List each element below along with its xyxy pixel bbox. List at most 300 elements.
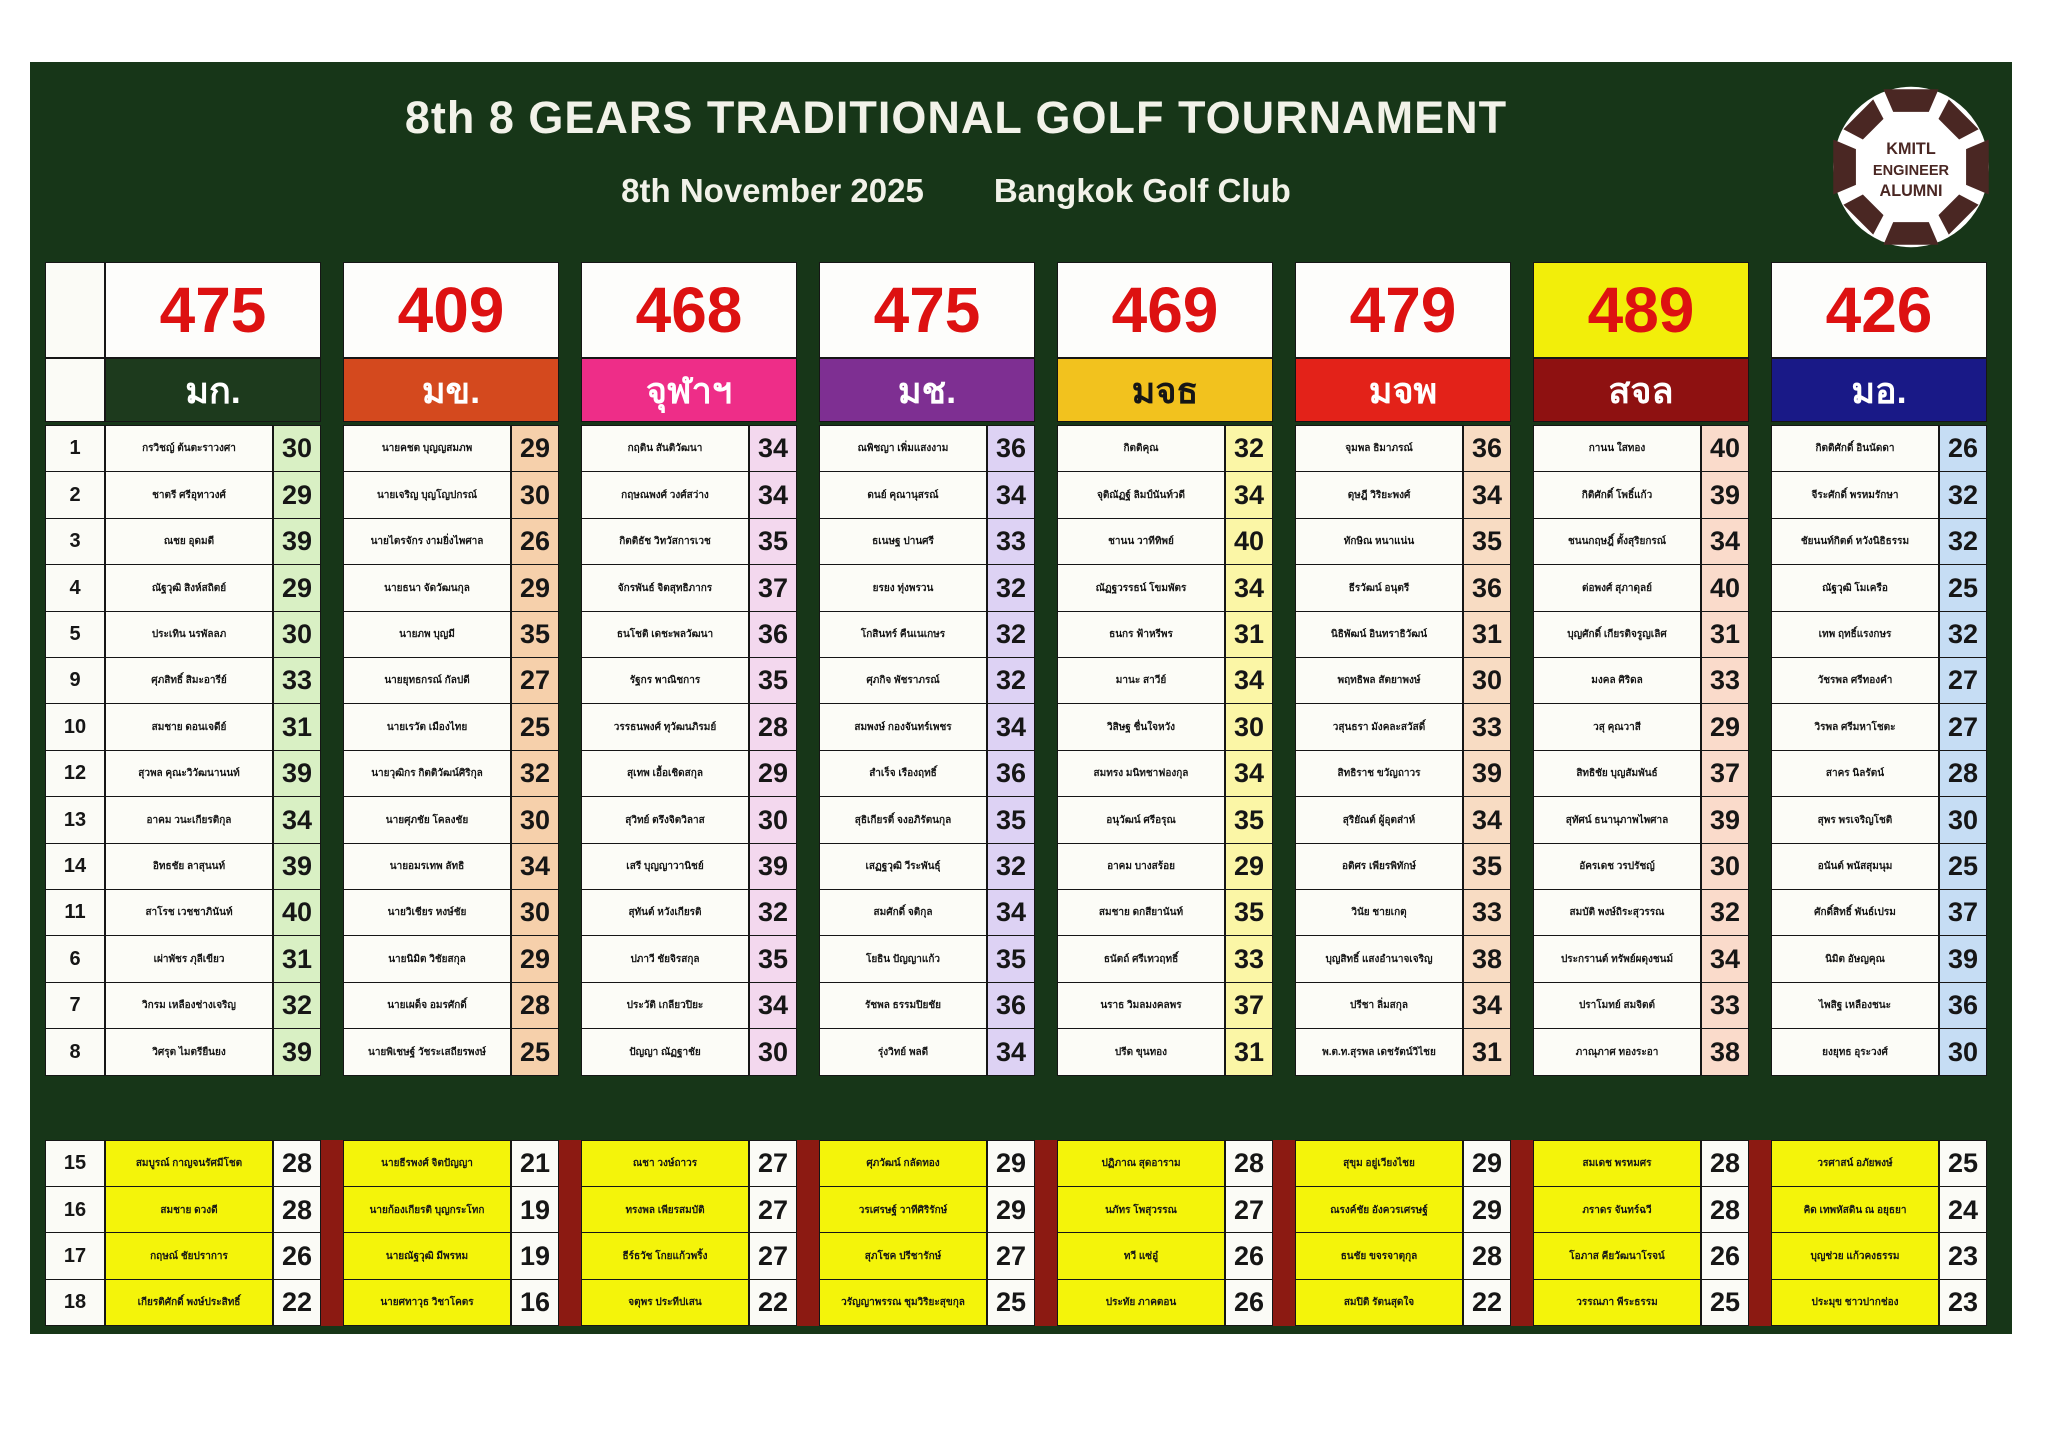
player-name-cell: นายเผด็จ อมรศักดิ์ [343, 982, 511, 1030]
player-name-cell: กฤติน สันติวัฒนา [581, 425, 749, 473]
reserve-player-score-cell: 19 [511, 1186, 559, 1234]
row-number-cell: 11 [45, 889, 105, 937]
reserve-player-score-cell: 24 [1939, 1186, 1987, 1234]
reserve-player-score-cell: 29 [987, 1186, 1035, 1234]
player-name-cell: นายเรวัต เมืองไทย [343, 703, 511, 751]
player-name-cell: บุญสิทธิ์ แสงอำนาจเจริญ [1295, 935, 1463, 983]
player-score-cell: 25 [1939, 564, 1987, 612]
player-score-cell: 30 [511, 889, 559, 937]
player-score-cell: 33 [1463, 889, 1511, 937]
player-score-cell: 31 [273, 703, 321, 751]
player-score-cell: 35 [1463, 518, 1511, 566]
player-score-cell: 32 [987, 657, 1035, 705]
reserve-player-name-cell: นภัทร โพสุวรรณ [1057, 1186, 1225, 1234]
row-number-cell: 12 [45, 750, 105, 798]
row-number-cell: 10 [45, 703, 105, 751]
reserve-player-score-cell: 23 [1939, 1232, 1987, 1280]
player-name-cell: ธนโชติ เดชะพลวัฒนา [581, 611, 749, 659]
player-score-cell: 35 [1463, 843, 1511, 891]
player-score-cell: 35 [749, 518, 797, 566]
player-score-cell: 40 [273, 889, 321, 937]
player-name-cell: สุทัศน์ ธนานุภาพไพศาล [1533, 796, 1701, 844]
reserve-player-score-cell: 25 [1939, 1140, 1987, 1188]
player-score-cell: 34 [749, 982, 797, 1030]
player-name-cell: ทักษิณ หนาแน่น [1295, 518, 1463, 566]
player-score-cell: 31 [1463, 1028, 1511, 1076]
team-separator [321, 1140, 343, 1326]
team-total: 489 [1533, 262, 1749, 358]
player-name-cell: อาคม วนะเกียรติกุล [105, 796, 273, 844]
reserve-player-score-cell: 16 [511, 1279, 559, 1327]
player-name-cell: ประวัติ เกลียวปิยะ [581, 982, 749, 1030]
reserve-player-name-cell: สมเดช พรหมศร [1533, 1140, 1701, 1188]
player-score-cell: 26 [511, 518, 559, 566]
player-score-cell: 34 [1701, 935, 1749, 983]
player-name-cell: อนันต์ พนัสสุมนุม [1771, 843, 1939, 891]
reserve-player-name-cell: โอภาส คียวัฒนาโรจน์ [1533, 1232, 1701, 1280]
player-name-cell: สุธิเกียรติ์ จงอภิรัตนกุล [819, 796, 987, 844]
player-score-cell: 31 [1225, 1028, 1273, 1076]
row-number-cell: 8 [45, 1028, 105, 1076]
player-name-cell: สมพงษ์ กองจันทร์เพชร [819, 703, 987, 751]
player-name-cell: รุ่งวิทย์ พลดี [819, 1028, 987, 1076]
reserve-player-name-cell: นายธีรพงศ์ จิตปัญญา [343, 1140, 511, 1188]
reserve-player-name-cell: ณชา วงษ์ถาวร [581, 1140, 749, 1188]
row-number-cell: 16 [45, 1186, 105, 1234]
player-score-cell: 33 [1225, 935, 1273, 983]
player-name-cell: วสุนธรา มังคละสวัสดิ์ [1295, 703, 1463, 751]
reserve-player-score-cell: 22 [273, 1279, 321, 1327]
team-total: 475 [105, 262, 321, 358]
player-score-cell: 36 [987, 750, 1035, 798]
reserve-player-score-cell: 26 [1225, 1232, 1273, 1280]
team-name-header: มช. [819, 358, 1035, 422]
row-number-cell: 5 [45, 611, 105, 659]
player-score-cell: 28 [749, 703, 797, 751]
reserve-player-name-cell: ธนชัย ขจรจาตุกุล [1295, 1232, 1463, 1280]
player-score-cell: 37 [1225, 982, 1273, 1030]
player-score-cell: 32 [987, 843, 1035, 891]
player-name-cell: กิตติคุณ [1057, 425, 1225, 473]
reserve-player-name-cell: เกียรติศักดิ์ พงษ์ประสิทธิ์ [105, 1279, 273, 1327]
reserve-player-score-cell: 28 [1225, 1140, 1273, 1188]
team-total: 479 [1295, 262, 1511, 358]
player-name-cell: ศักดิ์สิทธิ์ พันธ์เปรม [1771, 889, 1939, 937]
player-name-cell: นายวุฒิกร กิตติวัฒน์ศิริกุล [343, 750, 511, 798]
player-name-cell: นายเจริญ บุญโญปกรณ์ [343, 471, 511, 519]
player-score-cell: 35 [749, 935, 797, 983]
reserve-player-name-cell: วรัญญาพรรณ ชุมวิริยะสุขกุล [819, 1279, 987, 1327]
player-score-cell: 37 [749, 564, 797, 612]
player-name-cell: ณชย อุดมดี [105, 518, 273, 566]
player-score-cell: 36 [749, 611, 797, 659]
player-score-cell: 30 [1701, 843, 1749, 891]
player-score-cell: 40 [1225, 518, 1273, 566]
player-score-cell: 39 [1701, 471, 1749, 519]
reserve-player-score-cell: 28 [273, 1140, 321, 1188]
player-name-cell: นายศุภชัย โคลงชัย [343, 796, 511, 844]
reserve-player-score-cell: 28 [1463, 1232, 1511, 1280]
team-name-header: สจล [1533, 358, 1749, 422]
player-name-cell: สาคร นิลรัตน์ [1771, 750, 1939, 798]
player-name-cell: สาโรช เวชชาภินันท์ [105, 889, 273, 937]
logo-line-2: ENGINEER [1872, 163, 1950, 180]
player-score-cell: 32 [1225, 425, 1273, 473]
player-score-cell: 39 [1463, 750, 1511, 798]
player-name-cell: สมบัติ พงษ์ถิระสุวรรณ [1533, 889, 1701, 937]
player-name-cell: นายธนา จัดวัฒนกุล [343, 564, 511, 612]
player-score-cell: 34 [1463, 982, 1511, 1030]
reserve-player-name-cell: วรรณภา พีระธรรม [1533, 1279, 1701, 1327]
player-name-cell: ยงยุทธ อุระวงศ์ [1771, 1028, 1939, 1076]
reserve-player-score-cell: 27 [1225, 1186, 1273, 1234]
player-name-cell: จักรพันธ์ จิตสุทธิภากร [581, 564, 749, 612]
player-name-cell: ชานน วาทีทิพย์ [1057, 518, 1225, 566]
player-score-cell: 32 [1939, 471, 1987, 519]
reserve-player-score-cell: 25 [1701, 1279, 1749, 1327]
player-name-cell: นายไตรจักร งามยิ่งไพศาล [343, 518, 511, 566]
reserve-player-score-cell: 29 [1463, 1186, 1511, 1234]
reserve-player-name-cell: ธีร์ธวัช โกยแก้วพริ้ง [581, 1232, 749, 1280]
player-name-cell: ชนนกฤษฎิ์ ตั้งสุริยกรณ์ [1533, 518, 1701, 566]
player-score-cell: 35 [1225, 889, 1273, 937]
reserve-player-name-cell: สมปิติ รัตนสุดใจ [1295, 1279, 1463, 1327]
team-total: 469 [1057, 262, 1273, 358]
player-score-cell: 39 [273, 518, 321, 566]
team-name-header: มก. [105, 358, 321, 422]
player-score-cell: 35 [1225, 796, 1273, 844]
player-name-cell: ชาตรี ศรีอุทาวงศ์ [105, 471, 273, 519]
player-name-cell: กรวิชญ์ ต้นตะราวงศา [105, 425, 273, 473]
player-score-cell: 34 [987, 471, 1035, 519]
player-name-cell: ปรีชา ลิ่มสกุล [1295, 982, 1463, 1030]
player-name-cell: วัชรพล ศรีทองคำ [1771, 657, 1939, 705]
team-separator [1035, 1140, 1057, 1326]
player-score-cell: 34 [273, 796, 321, 844]
player-name-cell: กิตติธัช วิทวัสการเวช [581, 518, 749, 566]
team-name-header: มอ. [1771, 358, 1987, 422]
player-name-cell: นายนิมิต วิชัยสกุล [343, 935, 511, 983]
team-separator [559, 1140, 581, 1326]
player-name-cell: นิธิพัฒน์ อินทราธิวัฒน์ [1295, 611, 1463, 659]
player-name-cell: สุริยัณต์ ผู้อุตส่าห์ [1295, 796, 1463, 844]
player-name-cell: ศุภสิทธิ์ สิมะอารีย์ [105, 657, 273, 705]
player-score-cell: 31 [1225, 611, 1273, 659]
player-score-cell: 30 [749, 796, 797, 844]
player-score-cell: 29 [749, 750, 797, 798]
player-score-cell: 37 [1701, 750, 1749, 798]
reserve-player-score-cell: 26 [1701, 1232, 1749, 1280]
player-name-cell: ศุภกิจ พัชราภรณ์ [819, 657, 987, 705]
player-score-cell: 39 [749, 843, 797, 891]
player-score-cell: 29 [1225, 843, 1273, 891]
player-name-cell: ธเนษฐ ปานศรี [819, 518, 987, 566]
player-score-cell: 30 [511, 471, 559, 519]
row-number-cell: 18 [45, 1279, 105, 1327]
player-name-cell: โกสินทร์ คืนเนเกษร [819, 611, 987, 659]
player-score-cell: 30 [273, 425, 321, 473]
player-name-cell: สมศักดิ์ จติกุล [819, 889, 987, 937]
player-score-cell: 36 [1463, 425, 1511, 473]
player-score-cell: 29 [273, 564, 321, 612]
reserve-player-score-cell: 19 [511, 1232, 559, 1280]
player-name-cell: ไพสิฐ เหลืองชนะ [1771, 982, 1939, 1030]
player-name-cell: ธนัตถ์ ศรีเทวฤทธิ์ [1057, 935, 1225, 983]
player-score-cell: 25 [511, 703, 559, 751]
row-number-cell: 15 [45, 1140, 105, 1188]
player-name-cell: ปราโมทย์ สมจิตต์ [1533, 982, 1701, 1030]
team-name-header: มจธ [1057, 358, 1273, 422]
player-name-cell: ณัฐวุฒิ โมเครือ [1771, 564, 1939, 612]
reserve-player-name-cell: ทวี แซ่อู๋ [1057, 1232, 1225, 1280]
player-name-cell: จุติณัฏฐ์ ลิมป์นันท์วดี [1057, 471, 1225, 519]
reserve-player-name-cell: วรเศรษฐ์ วาทีศิริรักษ์ [819, 1186, 987, 1234]
player-name-cell: กานน ใสทอง [1533, 425, 1701, 473]
row-number-cell: 13 [45, 796, 105, 844]
player-score-cell: 29 [1701, 703, 1749, 751]
player-score-cell: 34 [987, 889, 1035, 937]
player-name-cell: วิสิษฐ ชื่นใจหวัง [1057, 703, 1225, 751]
player-score-cell: 27 [1939, 657, 1987, 705]
team-total: 475 [819, 262, 1035, 358]
player-name-cell: ปัญญา ณัฏฐาชัย [581, 1028, 749, 1076]
reserve-player-name-cell: นายศทาวุธ วิชาโคตร [343, 1279, 511, 1327]
tournament-title: 8th 8 GEARS TRADITIONAL GOLF TOURNAMENT [404, 92, 1508, 143]
reserve-player-score-cell: 26 [273, 1232, 321, 1280]
player-score-cell: 30 [1939, 1028, 1987, 1076]
player-name-cell: สุทันต์ หวังเกียรติ [581, 889, 749, 937]
reserve-player-name-cell: สุขุม อยู่เวียงไชย [1295, 1140, 1463, 1188]
reserve-player-name-cell: สุภโชค ปรีชารักษ์ [819, 1232, 987, 1280]
player-name-cell: โยธิน ปัญญาแก้ว [819, 935, 987, 983]
player-score-cell: 31 [1463, 611, 1511, 659]
reserve-player-name-cell: วรศาสน์ อภัยพงษ์ [1771, 1140, 1939, 1188]
player-score-cell: 38 [1701, 1028, 1749, 1076]
tournament-board [30, 62, 2012, 1334]
player-name-cell: ปรีด ขุนทอง [1057, 1028, 1225, 1076]
player-name-cell: วสุ คุณวาสี [1533, 703, 1701, 751]
player-score-cell: 40 [1701, 564, 1749, 612]
team-name-header: จุฬาฯ [581, 358, 797, 422]
reserve-player-score-cell: 28 [1701, 1186, 1749, 1234]
row-number-cell: 3 [45, 518, 105, 566]
reserve-player-name-cell: คิด เทพหัสดิน ณ อยุธยา [1771, 1186, 1939, 1234]
player-name-cell: นายอมรเทพ ลัทธิ [343, 843, 511, 891]
player-score-cell: 34 [987, 1028, 1035, 1076]
player-score-cell: 39 [273, 1028, 321, 1076]
player-score-cell: 33 [1701, 657, 1749, 705]
player-score-cell: 40 [1701, 425, 1749, 473]
reserve-player-name-cell: ทรงพล เพียรสมบัติ [581, 1186, 749, 1234]
player-score-cell: 32 [1939, 518, 1987, 566]
player-name-cell: ณัฐวุฒิ สิงห์สถิตย์ [105, 564, 273, 612]
player-name-cell: เสฏฐวุฒิ วีระพันธุ์ [819, 843, 987, 891]
player-name-cell: สมชาย ดกสียานันท์ [1057, 889, 1225, 937]
team-separator [1511, 1140, 1533, 1326]
player-score-cell: 36 [987, 982, 1035, 1030]
player-score-cell: 35 [987, 796, 1035, 844]
player-name-cell: ธีรวัฒน์ อนุตรี [1295, 564, 1463, 612]
player-name-cell: นายยุทธกรณ์ กัลปดี [343, 657, 511, 705]
player-score-cell: 30 [511, 796, 559, 844]
player-name-cell: เผ่าพัชร ภุลีเขียว [105, 935, 273, 983]
player-score-cell: 39 [1701, 796, 1749, 844]
player-name-cell: สุวิทย์ ตรึงจิตวิลาส [581, 796, 749, 844]
player-name-cell: ประเทิน นรพัลลภ [105, 611, 273, 659]
player-name-cell: สำเร็จ เรืองฤทธิ์ [819, 750, 987, 798]
reserve-player-name-cell: ประมุข ชาวปากช่อง [1771, 1279, 1939, 1327]
reserve-player-score-cell: 27 [749, 1140, 797, 1188]
player-name-cell: สุวพล คุณะวิวัฒนานนท์ [105, 750, 273, 798]
corner-cell [45, 262, 105, 358]
player-score-cell: 39 [273, 750, 321, 798]
player-score-cell: 31 [1701, 611, 1749, 659]
score-grid [30, 62, 2012, 1334]
player-score-cell: 34 [1225, 564, 1273, 612]
reserve-player-name-cell: ประทัย ภาคตอน [1057, 1279, 1225, 1327]
row-number-cell: 17 [45, 1232, 105, 1280]
player-score-cell: 30 [1939, 796, 1987, 844]
reserve-player-score-cell: 22 [1463, 1279, 1511, 1327]
team-total: 409 [343, 262, 559, 358]
player-score-cell: 39 [273, 843, 321, 891]
team-separator [1273, 1140, 1295, 1326]
player-name-cell: อติศร เพียรพิทักษ์ [1295, 843, 1463, 891]
player-name-cell: นิมิต อัษญคุณ [1771, 935, 1939, 983]
player-name-cell: สิทธิชัย บุญสัมพันธ์ [1533, 750, 1701, 798]
reserve-player-score-cell: 22 [749, 1279, 797, 1327]
player-name-cell: สุเทพ เอื้อเชิดสกุล [581, 750, 749, 798]
reserve-player-score-cell: 21 [511, 1140, 559, 1188]
player-score-cell: 26 [1939, 425, 1987, 473]
player-score-cell: 33 [987, 518, 1035, 566]
player-score-cell: 31 [273, 935, 321, 983]
player-name-cell: สมชาย ดอนเจดีย์ [105, 703, 273, 751]
player-name-cell: พ.ต.ท.สุรพล เดชรัตน์วิไชย [1295, 1028, 1463, 1076]
player-score-cell: 32 [1939, 611, 1987, 659]
player-score-cell: 30 [1225, 703, 1273, 751]
player-name-cell: พฤทธิพล สัตยาพงษ์ [1295, 657, 1463, 705]
team-total: 468 [581, 262, 797, 358]
row-number-cell: 4 [45, 564, 105, 612]
player-name-cell: สมทรง มนิทชาฟองกุล [1057, 750, 1225, 798]
player-name-cell: อัครเดช วรปรัชญ์ [1533, 843, 1701, 891]
player-name-cell: ธนกร ฟ้าหรีพร [1057, 611, 1225, 659]
reserve-player-score-cell: 29 [987, 1140, 1035, 1188]
reserve-player-name-cell: ณรงค์ชัย อังควรเศรษฐ์ [1295, 1186, 1463, 1234]
player-name-cell: นายพิเชษฐ์ วัชระเสถียรพงษ์ [343, 1028, 511, 1076]
player-score-cell: 38 [1463, 935, 1511, 983]
reserve-player-score-cell: 26 [1225, 1279, 1273, 1327]
reserve-player-name-cell: บุญช่วย แก้วคงธรรม [1771, 1232, 1939, 1280]
player-name-cell: ดุษฎี วิริยะพงศ์ [1295, 471, 1463, 519]
player-score-cell: 25 [1939, 843, 1987, 891]
player-score-cell: 27 [1939, 703, 1987, 751]
player-name-cell: วิศรุต ไมตรียืนยง [105, 1028, 273, 1076]
reserve-player-score-cell: 28 [273, 1186, 321, 1234]
player-name-cell: ต่อพงศ์ สุภาดุลย์ [1533, 564, 1701, 612]
player-score-cell: 30 [749, 1028, 797, 1076]
row-number-cell: 2 [45, 471, 105, 519]
player-score-cell: 35 [749, 657, 797, 705]
player-name-cell: ดนย์ คุณานุสรณ์ [819, 471, 987, 519]
player-score-cell: 25 [511, 1028, 559, 1076]
player-name-cell: นายคชต บุญญสมภพ [343, 425, 511, 473]
reserve-player-name-cell: ปฏิภาณ สุดอาราม [1057, 1140, 1225, 1188]
player-name-cell: นราธ วิมลมงคลพร [1057, 982, 1225, 1030]
player-name-cell: กิติศักดิ์ โพธิ์แก้ว [1533, 471, 1701, 519]
player-name-cell: มานะ สาวีย์ [1057, 657, 1225, 705]
team-name-header: มจพ [1295, 358, 1511, 422]
player-name-cell: รัฐกร พาณิชการ [581, 657, 749, 705]
player-name-cell: วิกรม เหลืองช่างเจริญ [105, 982, 273, 1030]
tournament-venue: Bangkok Golf Club [993, 172, 1291, 209]
player-name-cell: จีระศักดิ์ พรหมรักษา [1771, 471, 1939, 519]
player-name-cell: ณพิชญา เพิ่มแสงงาม [819, 425, 987, 473]
player-score-cell: 34 [749, 471, 797, 519]
player-score-cell: 34 [987, 703, 1035, 751]
player-name-cell: ชัยนนท์กิตต์ หวังนิธิธรรม [1771, 518, 1939, 566]
player-score-cell: 34 [1463, 796, 1511, 844]
reserve-player-name-cell: สมบูรณ์ กาญจนรัศมีโชต [105, 1140, 273, 1188]
row-number-cell: 14 [45, 843, 105, 891]
player-score-cell: 33 [1701, 982, 1749, 1030]
player-name-cell: จุมพล ธิมาภรณ์ [1295, 425, 1463, 473]
team-total: 426 [1771, 262, 1987, 358]
player-score-cell: 39 [1939, 935, 1987, 983]
reserve-player-score-cell: 28 [1701, 1140, 1749, 1188]
player-score-cell: 32 [273, 982, 321, 1030]
player-score-cell: 34 [1701, 518, 1749, 566]
player-score-cell: 27 [511, 657, 559, 705]
reserve-player-name-cell: สมชาย ดวงดี [105, 1186, 273, 1234]
player-score-cell: 36 [1463, 564, 1511, 612]
row-number-cell: 6 [45, 935, 105, 983]
corner-cell [45, 358, 105, 422]
team-separator [1749, 1140, 1771, 1326]
player-name-cell: สิทธิราช ขวัญถาวร [1295, 750, 1463, 798]
reserve-player-name-cell: จตุพร ประทีปเสน [581, 1279, 749, 1327]
player-score-cell: 30 [1463, 657, 1511, 705]
reserve-player-score-cell: 27 [987, 1232, 1035, 1280]
player-name-cell: รัชพล ธรรมปิยชัย [819, 982, 987, 1030]
player-score-cell: 33 [273, 657, 321, 705]
player-score-cell: 28 [1939, 750, 1987, 798]
player-name-cell: เสรี บุญญาวานิชย์ [581, 843, 749, 891]
player-score-cell: 35 [987, 935, 1035, 983]
player-score-cell: 37 [1939, 889, 1987, 937]
team-separator [797, 1140, 819, 1326]
player-name-cell: ณัฏฐวรรธน์ โขมพัตร [1057, 564, 1225, 612]
reserve-player-score-cell: 29 [1463, 1140, 1511, 1188]
row-number-cell: 1 [45, 425, 105, 473]
row-number-cell: 7 [45, 982, 105, 1030]
player-score-cell: 30 [273, 611, 321, 659]
player-score-cell: 34 [1225, 750, 1273, 798]
reserve-player-name-cell: ศุภวัฒน์ กลัดทอง [819, 1140, 987, 1188]
player-name-cell: อาคม บางสร้อย [1057, 843, 1225, 891]
player-score-cell: 29 [511, 425, 559, 473]
player-name-cell: ปภาวี ชัยจิรสกุล [581, 935, 749, 983]
player-name-cell: นายวิเชียร หงษ์ชัย [343, 889, 511, 937]
row-number-cell: 9 [45, 657, 105, 705]
player-score-cell: 28 [511, 982, 559, 1030]
player-score-cell: 34 [1225, 657, 1273, 705]
player-score-cell: 36 [1939, 982, 1987, 1030]
player-score-cell: 36 [987, 425, 1035, 473]
player-score-cell: 35 [511, 611, 559, 659]
player-score-cell: 32 [987, 564, 1035, 612]
